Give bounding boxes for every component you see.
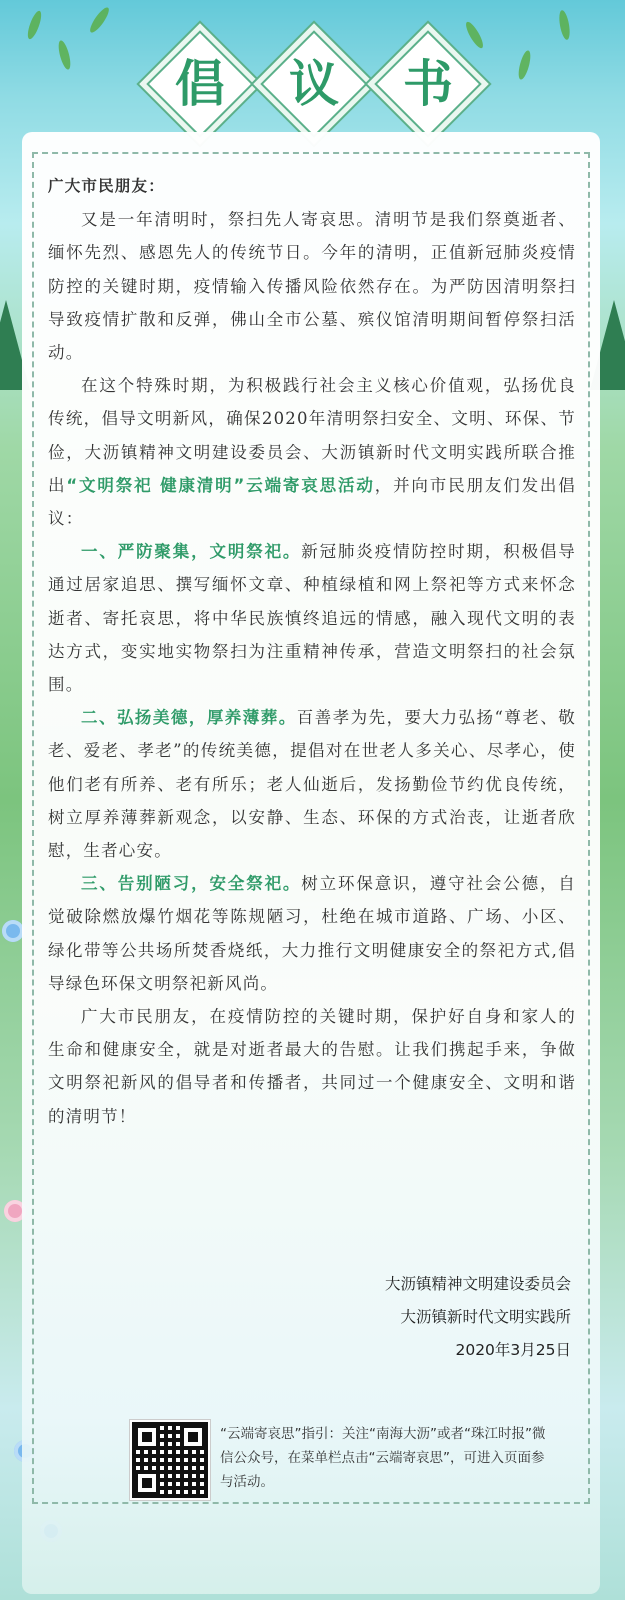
title-diamond bbox=[260, 30, 367, 137]
paragraph-text: 在这个特殊时期，为积极践行社会主义核心价值观，弘扬优良传统，倡导文明新风，确保2020年清明祭扫安全、文明、环保、节俭，大沥镇精神文明建设委员会、大沥镇新时代文明实践所联合推出 bbox=[48, 376, 576, 495]
proposal-heading: 一、严防聚集，文明祭祀。 bbox=[81, 542, 302, 562]
signature-org: 大沥镇精神文明建设委员会 bbox=[384, 1275, 571, 1293]
paragraph bbox=[48, 369, 576, 535]
title-char: 书 bbox=[403, 55, 453, 113]
proposal-item bbox=[48, 867, 576, 1000]
qr-instructions: “云端寄哀思”指引：关注“南海大沥”或者“珠江时报”微信公众号，在菜单栏点击“云端寄哀思”，可进入页面参与活动。 bbox=[220, 1426, 546, 1490]
qr-eye bbox=[180, 1424, 206, 1450]
title-char: 倡 bbox=[175, 55, 225, 113]
activity-name: “文明祭祀 健康清明”云端寄哀思活动 bbox=[66, 475, 375, 495]
proposal-text: 百善孝为先，要大力弘扬“尊老、敬老、爱老、孝老”的传统美德，提倡对在世老人多关心、尽孝心，使他们老有所养、老有所乐；老人仙逝后，发扬勤俭节约优良传统，树立厚养薄葬新观念，以安静、生态、环保的方式治丧，让逝者欣慰，生者心安。 bbox=[48, 708, 576, 861]
title-char: 议 bbox=[289, 55, 339, 113]
proposal-text: 新冠肺炎疫情防控时期，积极倡导通过居家追思、撰写缅怀文章、种植绿植和网上祭祀等方式来怀念逝者、寄托哀思，将中华民族慎终追远的情感，融入现代文明的表达方式，变实地实物祭扫为注重精神传承，营造文明祭扫的社会氛围。 bbox=[48, 542, 577, 695]
paragraph-text: ，并向市民朋友们发出倡议： bbox=[48, 475, 576, 529]
qr-code-icon[interactable] bbox=[130, 1420, 210, 1500]
proposal-heading: 二、弘扬美德，厚养薄葬。 bbox=[81, 708, 297, 728]
proposal-heading: 三、告别陋习，安全祭祀。 bbox=[81, 874, 302, 894]
letter-body bbox=[48, 170, 576, 1133]
signature bbox=[385, 1268, 571, 1367]
paragraph bbox=[48, 1000, 576, 1133]
title-banner bbox=[0, 18, 625, 148]
title-diamond bbox=[146, 30, 253, 137]
proposal-item bbox=[48, 701, 576, 867]
proposal-item bbox=[48, 535, 576, 701]
paragraph-text: 又是一年清明时，祭扫先人寄哀思。清明节是我们祭奠逝者、缅怀先烈、感恩先人的传统节日。今年的清明，正值新冠肺炎疫情防控的关键时期，疫情输入传播风险依然存在。为严防因清明祭扫导致疫情扩散和反弹，佛山全市公墓、殡仪馆清明期间暂停祭扫活动。 bbox=[48, 210, 576, 363]
flower-icon bbox=[2, 920, 24, 942]
signature-org: 大沥镇新时代文明实践所 bbox=[400, 1308, 571, 1326]
qr-eye bbox=[134, 1424, 160, 1450]
proposal-text: 树立环保意识，遵守社会公德，自觉破除燃放爆竹烟花等陈规陋习，杜绝在城市道路、广场、小区、绿化带等公共场所焚香烧纸，大力推行文明健康安全的祭祀方式,倡导绿色环保文明祭祀新风尚。 bbox=[48, 874, 577, 993]
signature-date: 2020年3月25日 bbox=[455, 1341, 571, 1359]
qr-eye bbox=[134, 1470, 160, 1496]
paragraph bbox=[48, 203, 576, 369]
title-diamond bbox=[374, 30, 481, 137]
greeting: 广大市民朋友： bbox=[48, 177, 165, 195]
paragraph-text: 广大市民朋友，在疫情防控的关键时期，保护好自身和家人的生命和健康安全，就是对逝者最大的告慰。让我们携起手来，争做文明祭祀新风的倡导者和传播者，共同过一个健康安全、文明和谐的清明节！ bbox=[48, 1007, 576, 1126]
